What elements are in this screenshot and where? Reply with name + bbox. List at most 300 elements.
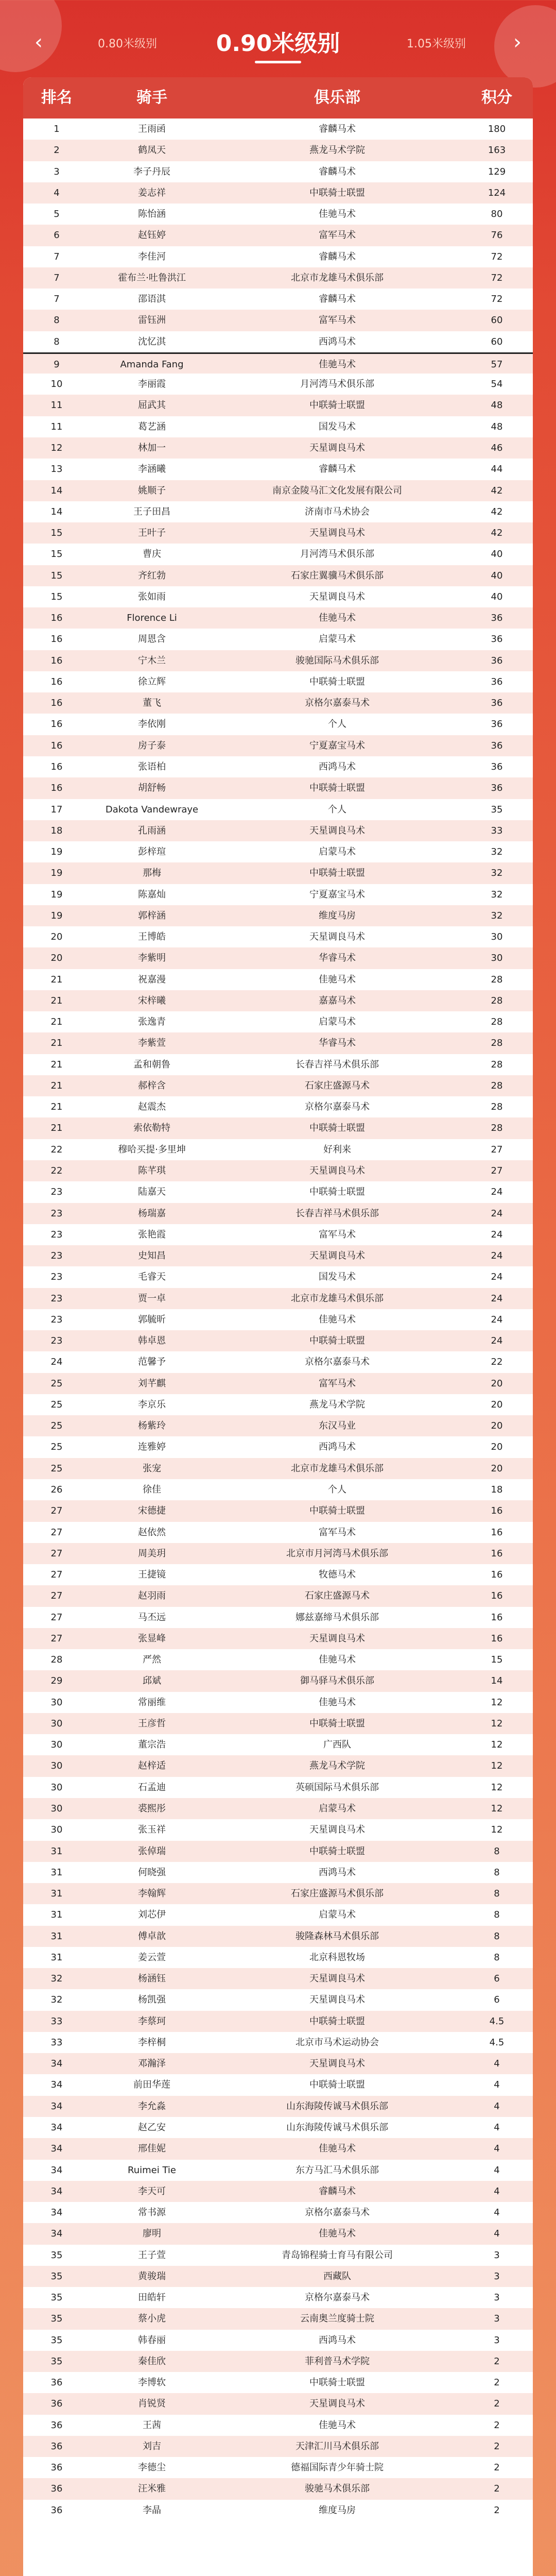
header-rider: 骑手 bbox=[136, 89, 167, 107]
score-cell: 76 bbox=[491, 230, 503, 241]
club-cell: 天星调良马术 bbox=[309, 2058, 365, 2070]
table-row bbox=[23, 1245, 533, 1266]
score-cell: 40 bbox=[491, 591, 503, 602]
rider-cell: 刘吉 bbox=[143, 2441, 161, 2452]
table-row bbox=[23, 182, 533, 204]
score-cell: 16 bbox=[491, 1527, 503, 1538]
club-cell: 天星调良马术 bbox=[309, 1165, 365, 1177]
rank-cell: 20 bbox=[50, 953, 63, 964]
rider-cell: 李翰辉 bbox=[138, 1888, 166, 1900]
club-cell: 天星调良马术 bbox=[309, 442, 365, 453]
rank-cell: 36 bbox=[50, 2441, 63, 2452]
table-row bbox=[23, 1330, 533, 1351]
score-cell: 72 bbox=[491, 294, 503, 305]
rank-cell: 35 bbox=[50, 2355, 63, 2367]
score-cell: 35 bbox=[491, 804, 503, 815]
club-cell: 京格尔嘉泰马术 bbox=[305, 2292, 370, 2303]
club-cell: 石家庄盛源马术俱乐部 bbox=[291, 1888, 384, 1900]
rider-cell: 王博皓 bbox=[138, 931, 166, 943]
table-row bbox=[23, 1947, 533, 1968]
club-cell: 石家庄盛源马术 bbox=[305, 1080, 370, 1091]
table-row bbox=[23, 2287, 533, 2308]
club-cell: 中联骑士联盟 bbox=[309, 187, 365, 198]
rank-cell: 21 bbox=[50, 1123, 63, 1134]
score-cell: 163 bbox=[488, 145, 506, 156]
rank-cell: 21 bbox=[50, 1059, 63, 1070]
table-row bbox=[23, 1777, 533, 1798]
rank-cell: 7 bbox=[54, 294, 60, 305]
club-cell: 中联骑士联盟 bbox=[309, 1187, 365, 1198]
club-cell: 月河湾马术俱乐部 bbox=[300, 549, 374, 560]
rider-cell: 周美玥 bbox=[138, 1548, 166, 1559]
club-cell: 西藏队 bbox=[323, 2270, 351, 2282]
rank-cell: 34 bbox=[50, 2185, 63, 2197]
table-row bbox=[23, 1309, 533, 1330]
rider-cell: 那梅 bbox=[143, 868, 161, 879]
rank-cell: 23 bbox=[50, 1272, 63, 1283]
club-cell: 嘉嘉马术 bbox=[319, 995, 356, 1006]
club-cell: 西鸿马术 bbox=[319, 1442, 356, 1453]
score-cell: 36 bbox=[491, 761, 503, 772]
rank-cell: 30 bbox=[50, 1760, 63, 1772]
table-row bbox=[23, 2181, 533, 2202]
rider-cell: 郭梓涵 bbox=[138, 910, 166, 921]
club-cell: 中联骑士联盟 bbox=[309, 676, 365, 687]
rank-cell: 23 bbox=[50, 1229, 63, 1240]
rank-cell: 15 bbox=[50, 528, 63, 539]
rider-cell: 陆嘉天 bbox=[138, 1187, 166, 1198]
score-cell: 8 bbox=[494, 1867, 500, 1878]
rider-cell: 沈忆淇 bbox=[138, 336, 166, 347]
table-row bbox=[23, 1628, 533, 1649]
club-cell: 娜兹嘉缔马术俱乐部 bbox=[296, 1612, 379, 1623]
rank-cell: 4 bbox=[54, 187, 60, 198]
rider-cell: 邱斌 bbox=[143, 1675, 161, 1687]
rider-cell: 韩春丽 bbox=[138, 2334, 166, 2346]
rank-cell: 36 bbox=[50, 2483, 63, 2495]
rank-cell: 18 bbox=[50, 825, 63, 836]
rank-cell: 25 bbox=[50, 1420, 63, 1432]
club-cell: 佳驰马术 bbox=[319, 359, 356, 370]
score-cell: 16 bbox=[491, 1548, 503, 1559]
score-cell: 24 bbox=[491, 1250, 503, 1262]
rider-cell: 李丽霞 bbox=[138, 379, 166, 390]
score-cell: 24 bbox=[491, 1293, 503, 1304]
score-cell: 30 bbox=[491, 931, 503, 943]
score-cell: 16 bbox=[491, 1612, 503, 1623]
table-row bbox=[23, 416, 533, 437]
score-cell: 60 bbox=[491, 336, 503, 347]
rider-cell: 李梓桐 bbox=[138, 2037, 166, 2048]
table-row bbox=[23, 2351, 533, 2372]
rider-cell: 邓瀚泽 bbox=[138, 2058, 166, 2070]
rank-cell: 9 bbox=[54, 359, 60, 370]
club-cell: 富军马术 bbox=[319, 1378, 356, 1389]
table-row bbox=[23, 1032, 533, 1054]
score-cell: 44 bbox=[491, 464, 503, 475]
table-row bbox=[23, 2457, 533, 2478]
table-row bbox=[23, 1394, 533, 1415]
table-row bbox=[23, 947, 533, 969]
rider-cell: 屈武其 bbox=[138, 400, 166, 411]
current-level-underline bbox=[255, 61, 301, 63]
score-cell: 36 bbox=[491, 676, 503, 687]
score-cell: 30 bbox=[491, 953, 503, 964]
club-cell: 天星调良马术 bbox=[309, 1633, 365, 1644]
table-row bbox=[23, 714, 533, 735]
rider-cell: 徐立辉 bbox=[138, 676, 166, 687]
table-row bbox=[23, 1692, 533, 1713]
club-cell: 佳驰马术 bbox=[319, 1314, 356, 1325]
club-cell: 骏驰国际马术俱乐部 bbox=[296, 655, 379, 666]
club-cell: 天星调良马术 bbox=[309, 2398, 365, 2410]
rider-cell: 张语柏 bbox=[138, 761, 166, 772]
club-cell: 中联骑士联盟 bbox=[309, 1718, 365, 1729]
rider-cell: 鹤凤天 bbox=[138, 145, 166, 156]
rider-cell: 张宠 bbox=[143, 1463, 161, 1474]
club-cell: 中联骑士联盟 bbox=[309, 2377, 365, 2388]
rank-cell: 36 bbox=[50, 2377, 63, 2388]
rank-cell: 19 bbox=[50, 889, 63, 900]
rider-cell: 雷钰洲 bbox=[138, 315, 166, 326]
rank-cell: 35 bbox=[50, 2249, 63, 2261]
rank-cell: 16 bbox=[50, 761, 63, 772]
table-row bbox=[23, 374, 533, 395]
rank-cell: 27 bbox=[50, 1527, 63, 1538]
rider-cell: 霍布兰·吐鲁洪江 bbox=[118, 272, 186, 283]
rank-cell: 16 bbox=[50, 676, 63, 687]
table-row bbox=[23, 267, 533, 289]
club-cell: 天津汇川马术俱乐部 bbox=[296, 2441, 379, 2452]
score-cell: 42 bbox=[491, 485, 503, 496]
rider-cell: 常丽维 bbox=[138, 1697, 166, 1708]
table-header bbox=[23, 77, 533, 118]
score-cell: 14 bbox=[491, 1675, 503, 1687]
rider-cell: 李天可 bbox=[138, 2185, 166, 2197]
rider-cell: 董飞 bbox=[143, 698, 161, 709]
rank-cell: 14 bbox=[50, 485, 63, 496]
rank-cell: 34 bbox=[50, 2122, 63, 2133]
club-cell: 佳驰马术 bbox=[319, 2228, 356, 2240]
table-row bbox=[23, 2117, 533, 2138]
club-cell: 启蒙马术 bbox=[319, 634, 356, 645]
club-cell: 云南奥兰度骑士院 bbox=[300, 2313, 374, 2325]
score-cell: 4.5 bbox=[489, 2037, 505, 2048]
score-cell: 4 bbox=[494, 2185, 500, 2197]
rank-cell: 16 bbox=[50, 719, 63, 730]
rank-cell: 14 bbox=[50, 506, 63, 517]
rider-cell: 李紫萱 bbox=[138, 1038, 166, 1049]
rider-cell: 张倬瑞 bbox=[138, 1845, 166, 1857]
rank-cell: 11 bbox=[50, 421, 63, 432]
score-cell: 60 bbox=[491, 315, 503, 326]
club-cell: 天星调良马术 bbox=[309, 931, 365, 943]
score-cell: 18 bbox=[491, 1484, 503, 1495]
rank-cell: 30 bbox=[50, 1782, 63, 1793]
score-cell: 12 bbox=[491, 1803, 503, 1814]
table-row bbox=[23, 140, 533, 161]
score-cell: 124 bbox=[488, 187, 506, 198]
club-cell: 天星调良马术 bbox=[309, 1994, 365, 2006]
rider-cell: 穆哈买提·多里坤 bbox=[118, 1144, 186, 1155]
club-cell: 华睿马术 bbox=[319, 953, 356, 964]
club-cell: 石家庄盛源马术 bbox=[305, 1590, 370, 1602]
club-cell: 西鸿马术 bbox=[319, 336, 356, 347]
rank-cell: 35 bbox=[50, 2313, 63, 2325]
score-cell: 12 bbox=[491, 1739, 503, 1751]
table-row bbox=[23, 1500, 533, 1521]
table-row bbox=[23, 1989, 533, 2010]
table-row bbox=[23, 1904, 533, 1925]
rank-cell: 34 bbox=[50, 2164, 63, 2176]
club-cell: 山东海陵传诚马术俱乐部 bbox=[286, 2100, 388, 2112]
club-cell: 京格尔嘉泰马术 bbox=[305, 1357, 370, 1368]
score-cell: 3 bbox=[494, 2313, 500, 2325]
table-row bbox=[23, 1181, 533, 1202]
score-cell: 20 bbox=[491, 1420, 503, 1432]
score-cell: 20 bbox=[491, 1378, 503, 1389]
rank-cell: 7 bbox=[54, 251, 60, 262]
score-cell: 28 bbox=[491, 1016, 503, 1028]
rank-cell: 15 bbox=[50, 549, 63, 560]
table-row bbox=[23, 1096, 533, 1117]
rider-cell: 刘芯伊 bbox=[138, 1909, 166, 1921]
club-cell: 天星调良马术 bbox=[309, 528, 365, 539]
rank-cell: 27 bbox=[50, 1548, 63, 1559]
rider-cell: 赵梓适 bbox=[138, 1760, 166, 1772]
rank-cell: 25 bbox=[50, 1442, 63, 1453]
table-row bbox=[23, 1734, 533, 1755]
rider-cell: 裘熙彤 bbox=[138, 1803, 166, 1814]
rank-cell: 31 bbox=[50, 1845, 63, 1857]
next-level-tab[interactable]: 1.05米级别 bbox=[407, 38, 466, 50]
club-cell: 天星调良马术 bbox=[309, 591, 365, 602]
table-row bbox=[23, 1351, 533, 1372]
score-cell: 80 bbox=[491, 209, 503, 220]
rank-cell: 23 bbox=[50, 1293, 63, 1304]
rider-cell: 宋德捷 bbox=[138, 1505, 166, 1517]
rank-cell: 31 bbox=[50, 1930, 63, 1942]
score-cell: 4 bbox=[494, 2228, 500, 2240]
score-cell: 16 bbox=[491, 1633, 503, 1644]
table-row bbox=[23, 1288, 533, 1309]
score-cell: 16 bbox=[491, 1590, 503, 1602]
score-cell: 4 bbox=[494, 2122, 500, 2133]
rider-cell: 范馨予 bbox=[138, 1357, 166, 1368]
table-row bbox=[23, 1841, 533, 1862]
score-cell: 2 bbox=[494, 2441, 500, 2452]
club-cell: 好利来 bbox=[323, 1144, 351, 1155]
club-cell: 睿麟马术 bbox=[319, 2185, 356, 2197]
rider-cell: Amanda Fang bbox=[120, 359, 184, 370]
club-cell: 天星调良马术 bbox=[309, 1973, 365, 1985]
table-row bbox=[23, 1755, 533, 1776]
rider-cell: 赵震杰 bbox=[138, 1101, 166, 1113]
table-row bbox=[23, 1585, 533, 1606]
rider-cell: 祝嘉漫 bbox=[138, 974, 166, 985]
rider-cell: 何晓强 bbox=[138, 1867, 166, 1878]
table-row bbox=[23, 692, 533, 714]
rank-cell: 24 bbox=[50, 1357, 63, 1368]
table-row bbox=[23, 2266, 533, 2287]
score-cell: 27 bbox=[491, 1165, 503, 1177]
club-cell: 天星调良马术 bbox=[309, 825, 365, 836]
rider-cell: 赵依然 bbox=[138, 1527, 166, 1538]
table-row bbox=[23, 650, 533, 671]
rider-cell: 杨瑞嘉 bbox=[138, 1208, 166, 1219]
rider-cell: 毛睿天 bbox=[138, 1272, 166, 1283]
table-row bbox=[23, 459, 533, 480]
rider-cell: 李博软 bbox=[138, 2377, 166, 2388]
club-cell: 东汉马业 bbox=[319, 1420, 356, 1432]
table-row bbox=[23, 1670, 533, 1691]
club-cell: 睿麟马术 bbox=[319, 124, 356, 134]
rider-cell: 蔡小虎 bbox=[138, 2313, 166, 2325]
rider-cell: 邢佳妮 bbox=[138, 2143, 166, 2155]
table-row bbox=[23, 246, 533, 267]
rider-cell: 汪米雅 bbox=[138, 2483, 166, 2495]
club-cell: 个人 bbox=[328, 719, 346, 730]
chevron-right-icon[interactable]: › bbox=[513, 30, 522, 54]
rider-cell: 赵羽雨 bbox=[138, 1590, 166, 1602]
rider-cell: 李蔡珂 bbox=[138, 2015, 166, 2027]
prev-level-tab[interactable]: 0.80米级别 bbox=[98, 38, 157, 50]
table-row bbox=[23, 544, 533, 565]
score-cell: 28 bbox=[491, 1038, 503, 1049]
table-row bbox=[23, 586, 533, 607]
rider-cell: 葛艺涵 bbox=[138, 421, 166, 432]
rider-cell: 王彦哲 bbox=[138, 1718, 166, 1729]
table-row bbox=[23, 2160, 533, 2181]
club-cell: 中联骑士联盟 bbox=[309, 2015, 365, 2027]
club-cell: 北京市马术运动协会 bbox=[296, 2037, 379, 2048]
club-cell: 南京金陵马汇文化发展有限公司 bbox=[272, 485, 402, 496]
rank-cell: 36 bbox=[50, 2504, 63, 2516]
rider-cell: 郝梓含 bbox=[138, 1080, 166, 1091]
table-row bbox=[23, 501, 533, 522]
score-cell: 24 bbox=[491, 1229, 503, 1240]
score-cell: 57 bbox=[491, 359, 503, 370]
rank-cell: 25 bbox=[50, 1399, 63, 1410]
table-row bbox=[23, 1798, 533, 1819]
rider-cell: 陈怡涵 bbox=[138, 209, 166, 220]
rank-cell: 23 bbox=[50, 1335, 63, 1347]
table-row bbox=[23, 289, 533, 310]
table-row bbox=[23, 2053, 533, 2074]
table-row bbox=[23, 2393, 533, 2414]
rider-cell: 王捷镜 bbox=[138, 1569, 166, 1581]
table-row bbox=[23, 607, 533, 629]
score-cell: 12 bbox=[491, 1824, 503, 1836]
rider-cell: 张显峰 bbox=[138, 1633, 166, 1644]
header-rank: 排名 bbox=[41, 89, 72, 107]
club-cell: 中联骑士联盟 bbox=[309, 2079, 365, 2091]
club-cell: 中联骑士联盟 bbox=[309, 1335, 365, 1347]
score-cell: 2 bbox=[494, 2398, 500, 2410]
table-row bbox=[23, 799, 533, 820]
club-cell: 宁夏嘉宝马术 bbox=[309, 889, 365, 900]
rank-cell: 34 bbox=[50, 2079, 63, 2091]
rank-cell: 27 bbox=[50, 1505, 63, 1517]
club-cell: 北京市龙雄马术俱乐部 bbox=[291, 1293, 384, 1304]
rank-cell: 35 bbox=[50, 2334, 63, 2346]
rider-cell: 邵语淇 bbox=[138, 294, 166, 305]
table-row bbox=[23, 1883, 533, 1904]
score-cell: 2 bbox=[494, 2419, 500, 2431]
rank-cell: 33 bbox=[50, 2015, 63, 2027]
score-cell: 36 bbox=[491, 634, 503, 645]
club-cell: 维度马房 bbox=[319, 2504, 356, 2516]
table-row bbox=[23, 926, 533, 947]
rank-cell: 7 bbox=[54, 272, 60, 283]
club-cell: 佳驰马术 bbox=[319, 2419, 356, 2431]
rank-cell: 22 bbox=[50, 1165, 63, 1177]
rider-cell: Dakota Vandewraye bbox=[105, 804, 199, 815]
header-score: 积分 bbox=[481, 89, 512, 107]
score-cell: 8 bbox=[494, 1845, 500, 1857]
club-cell: 富军马术 bbox=[319, 1229, 356, 1240]
table-row bbox=[23, 2011, 533, 2032]
rank-cell: 16 bbox=[50, 740, 63, 751]
rider-cell: 胡舒畅 bbox=[138, 783, 166, 794]
table-row bbox=[23, 1862, 533, 1883]
rank-cell: 17 bbox=[50, 804, 63, 815]
rank-cell: 21 bbox=[50, 974, 63, 985]
chevron-left-icon[interactable]: ‹ bbox=[34, 30, 43, 54]
table-row bbox=[23, 1203, 533, 1224]
score-cell: 27 bbox=[491, 1144, 503, 1155]
score-cell: 40 bbox=[491, 570, 503, 581]
club-cell: 英硕国际马术俱乐部 bbox=[296, 1782, 379, 1793]
table-row bbox=[23, 756, 533, 777]
club-cell: 中联骑士联盟 bbox=[309, 400, 365, 411]
rider-cell: 李晶 bbox=[143, 2504, 161, 2516]
table-body bbox=[23, 118, 533, 2521]
score-cell: 40 bbox=[491, 549, 503, 560]
rider-cell: 史知昌 bbox=[138, 1250, 166, 1262]
rank-cell: 33 bbox=[50, 2037, 63, 2048]
club-cell: 维度马房 bbox=[319, 910, 356, 921]
table-row bbox=[23, 1564, 533, 1585]
table-row bbox=[23, 118, 533, 140]
rider-cell: 王茜 bbox=[143, 2419, 161, 2431]
table-row bbox=[23, 2478, 533, 2499]
table-row bbox=[23, 777, 533, 799]
club-cell: 睿麟马术 bbox=[319, 464, 356, 475]
rank-cell: 16 bbox=[50, 783, 63, 794]
table-row bbox=[23, 841, 533, 862]
rank-cell: 23 bbox=[50, 1187, 63, 1198]
club-cell: 菲利普马术学院 bbox=[305, 2355, 370, 2367]
rider-cell: 连雅婷 bbox=[138, 1442, 166, 1453]
score-cell: 28 bbox=[491, 1059, 503, 1070]
rider-cell: 林加一 bbox=[138, 442, 166, 453]
club-cell: 个人 bbox=[328, 1484, 346, 1495]
rider-cell: 傅卓歆 bbox=[138, 1930, 166, 1942]
rider-cell: 张逸青 bbox=[138, 1016, 166, 1028]
rider-cell: 姚顺子 bbox=[138, 485, 166, 496]
rank-cell: 27 bbox=[50, 1633, 63, 1644]
rank-cell: 11 bbox=[50, 400, 63, 411]
table-row bbox=[23, 735, 533, 756]
table-row bbox=[23, 884, 533, 905]
rider-cell: 王子田昌 bbox=[133, 506, 170, 517]
score-cell: 3 bbox=[494, 2292, 500, 2303]
table-row bbox=[23, 969, 533, 990]
rank-cell: 19 bbox=[50, 846, 63, 858]
rider-cell: 肖锐贤 bbox=[138, 2398, 166, 2410]
rider-cell: 黄骏瑞 bbox=[138, 2270, 166, 2282]
